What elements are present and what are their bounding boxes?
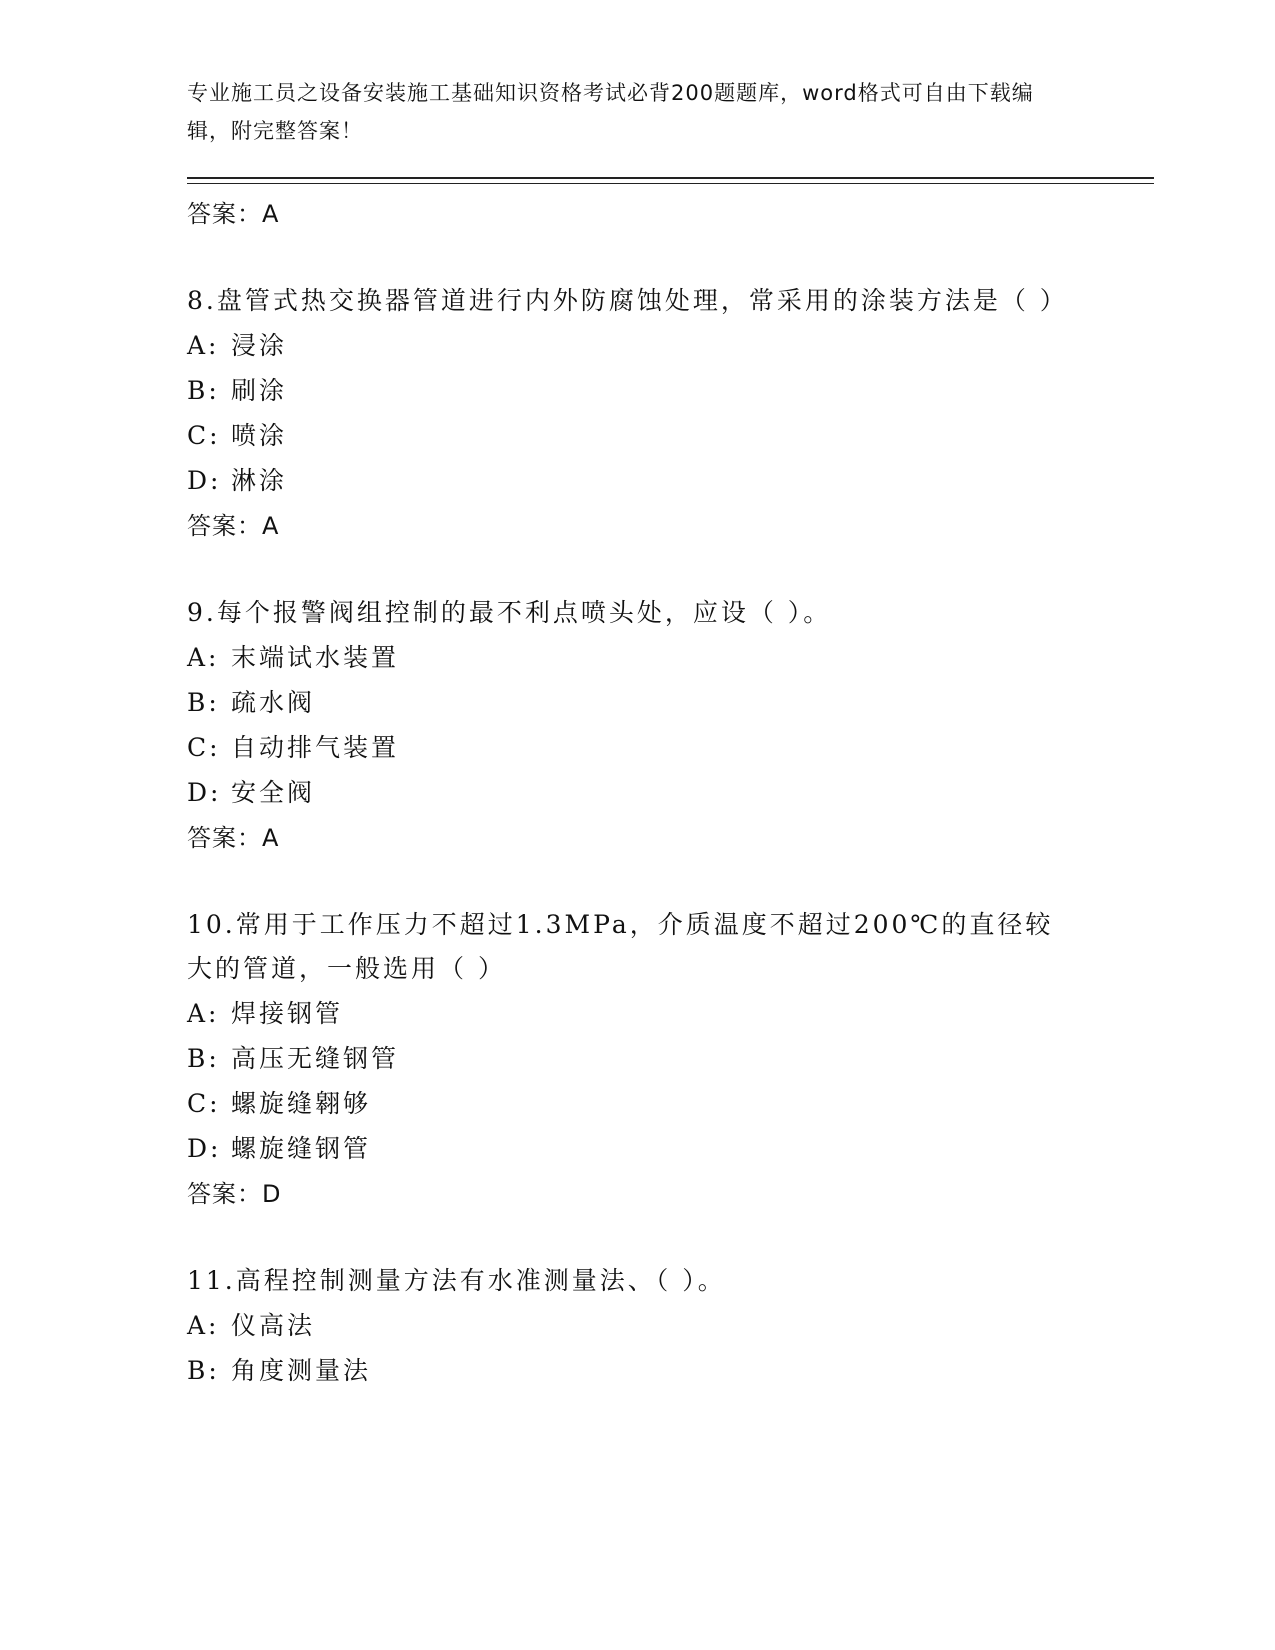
option-b (187, 1036, 1087, 1081)
option-label: A: (187, 1311, 220, 1340)
option-label: B: (187, 1356, 220, 1385)
option-c (187, 725, 1087, 770)
option-label: D: (187, 1134, 222, 1163)
option-label: B: (187, 1044, 220, 1073)
option-text: 角度测量法 (231, 1356, 372, 1385)
option-text: 浸涂 (231, 331, 288, 360)
option-c (187, 1081, 1087, 1126)
option-b (187, 680, 1087, 725)
option-text: 末端试水装置 (231, 643, 400, 672)
question-text: 10.常用于工作压力不超过1.3MPa，介质温度不超过200℃的直径较大的管道，一般选用（ ） (187, 910, 1054, 983)
option-d (187, 770, 1087, 815)
header-divider-thin (187, 183, 1154, 184)
option-a (187, 635, 1087, 680)
question-item (187, 1259, 1087, 1393)
document-header: 专业施工员之设备安装施工基础知识资格考试必背200题题库，word格式可自由下载编辑，附完整答案！ (187, 81, 1034, 143)
option-label: A: (187, 999, 220, 1028)
option-label: A: (187, 331, 220, 360)
option-label: D: (187, 778, 222, 807)
question-item (187, 279, 1087, 549)
option-text: 螺旋缝钢管 (231, 1134, 372, 1163)
option-label: C: (187, 733, 221, 762)
option-text: 焊接钢管 (231, 999, 344, 1028)
answer-line: 答案：D (187, 1180, 282, 1208)
option-d (187, 1126, 1087, 1171)
option-label: C: (187, 1089, 221, 1118)
option-text: 安全阀 (231, 778, 316, 807)
option-label: B: (187, 376, 220, 405)
option-a (187, 323, 1087, 368)
question-text: 8.盘管式热交换器管道进行内外防腐蚀处理，常采用的涂装方法是（ ） (187, 286, 1068, 315)
option-text: 疏水阀 (231, 688, 316, 717)
option-label: A: (187, 643, 220, 672)
question-item (187, 591, 1087, 861)
option-text: 自动排气装置 (231, 733, 400, 762)
option-text: 喷涂 (231, 421, 288, 450)
question-text: 11.高程控制测量方法有水准测量法、（ ）。 (187, 1266, 726, 1295)
option-text: 仪高法 (231, 1311, 316, 1340)
answer-line: 答案：A (187, 824, 280, 852)
answer-line: 答案：A (187, 512, 280, 540)
option-a (187, 991, 1087, 1036)
option-b (187, 368, 1087, 413)
answer-line: 答案：A (187, 200, 280, 228)
option-text: 高压无缝钢管 (231, 1044, 400, 1073)
question-text: 9.每个报警阀组控制的最不利点喷头处，应设（ ）。 (187, 598, 832, 627)
option-text: 螺旋缝翱够 (231, 1089, 372, 1118)
option-label: B: (187, 688, 220, 717)
option-text: 刷涂 (231, 376, 288, 405)
option-d (187, 458, 1087, 503)
option-label: D: (187, 466, 222, 495)
question-item (187, 903, 1087, 1217)
option-text: 淋涂 (231, 466, 288, 495)
option-c (187, 413, 1087, 458)
question-list (187, 191, 1087, 1393)
option-label: C: (187, 421, 221, 450)
option-a (187, 1303, 1087, 1348)
option-b (187, 1348, 1087, 1393)
header-divider (187, 177, 1154, 179)
